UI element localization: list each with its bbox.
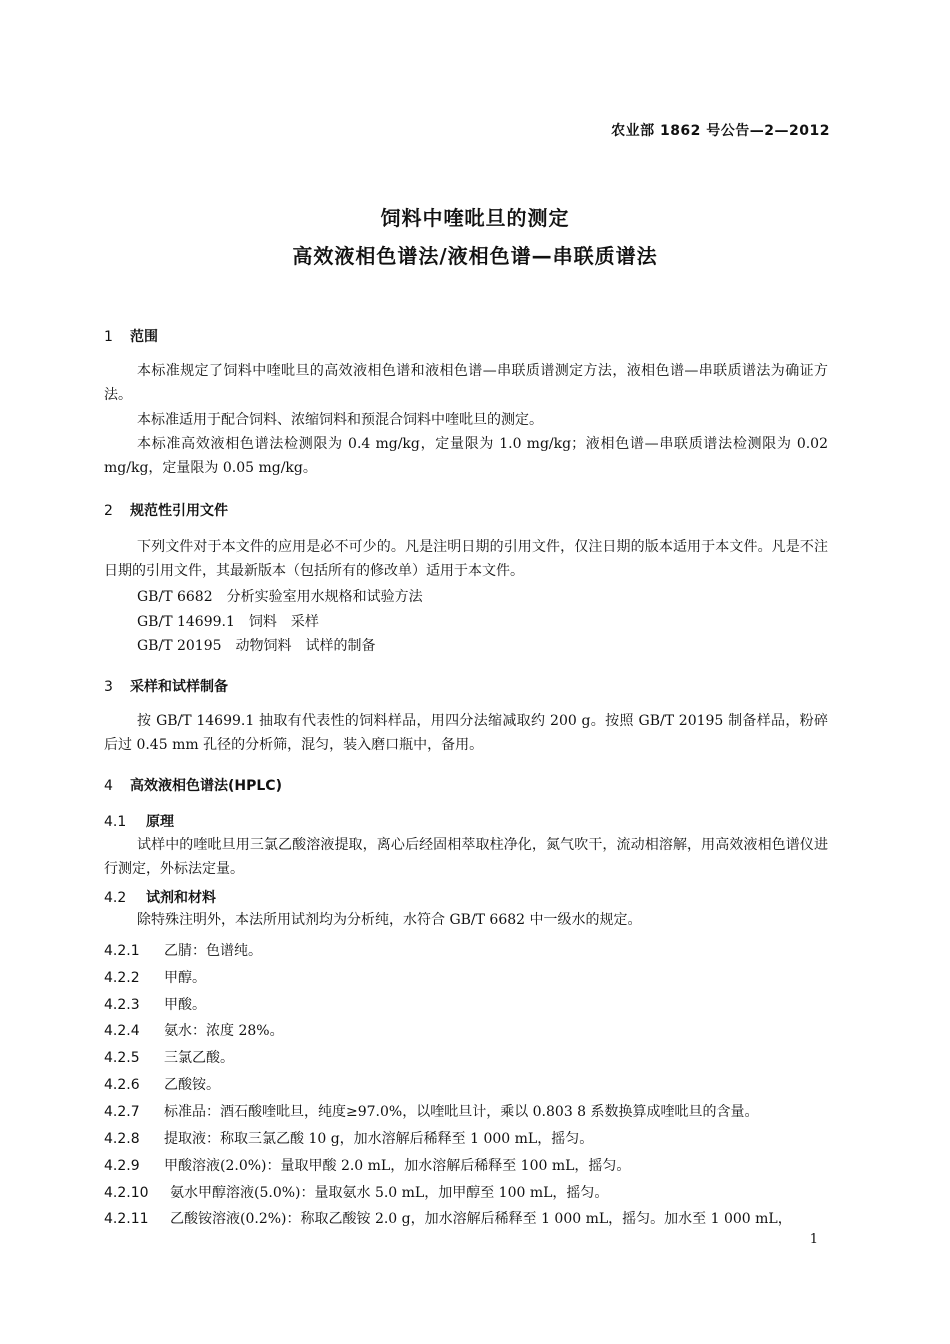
section-number: 2: [104, 503, 113, 519]
item-text: 甲醇。: [164, 970, 206, 986]
section-3-paragraph-1: 按 GB/T 14699.1 抽取有代表性的饲料样品，用四分法缩减取约 200 g。按照 GB/T 20195 制备样品，粉碎后过 0.45 mm 孔径的分析筛，混匀，装入磨口瓶中，备用。: [104, 713, 828, 753]
list-item: [104, 1128, 834, 1148]
section-4-2-heading: [104, 887, 216, 907]
section-title: 规范性引用文件: [130, 503, 228, 519]
item-text: 氨水：浓度 28%。: [164, 1023, 284, 1039]
list-item: [104, 940, 834, 960]
page-number: 1: [809, 1232, 818, 1247]
item-number: 4.2.10: [104, 1185, 149, 1201]
item-number: 4.2.9: [104, 1158, 140, 1174]
section-1-paragraph-3: 本标准高效液相色谱法检测限为 0.4 mg/kg，定量限为 1.0 mg/kg；液相色谱—串联质谱法检测限为 0.02 mg/kg，定量限为 0.05 mg/kg。: [104, 436, 828, 476]
item-number: 4.2.11: [104, 1211, 149, 1227]
item-number: 4.2.2: [104, 970, 140, 986]
section-4-heading: [104, 775, 282, 795]
section-1-paragraph-2: 本标准适用于配合饲料、浓缩饲料和预混合饲料中喹吡旦的测定。: [137, 412, 543, 428]
list-item: [104, 1074, 834, 1094]
section-2-heading: [104, 500, 228, 520]
item-number: 4.2.8: [104, 1131, 140, 1147]
item-text: 甲酸。: [164, 997, 206, 1013]
item-number: 4.2.1: [104, 943, 140, 959]
item-number: 4.2.6: [104, 1077, 140, 1093]
list-item: [104, 967, 834, 987]
list-item: [104, 1208, 834, 1228]
section-1-paragraph-1: 本标准规定了饲料中喹吡旦的高效液相色谱和液相色谱—串联质谱测定方法，液相色谱—串联质谱法为确证方法。: [104, 363, 828, 403]
section-title: 范围: [130, 329, 158, 345]
list-item: [104, 1155, 834, 1175]
item-text: 乙酸铵。: [164, 1077, 220, 1093]
section-2-paragraph-1: 下列文件对于本文件的应用是必不可少的。凡是注明日期的引用文件，仅注日期的版本适用于本文件。凡是不注日期的引用文件，其最新版本（包括所有的修改单）适用于本文件。: [104, 539, 828, 579]
list-item: [104, 1020, 834, 1040]
normative-reference: GB/T 14699.1 饲料 采样: [137, 614, 319, 630]
section-title: 原理: [146, 814, 174, 830]
section-4-1-paragraph-1: 试样中的喹吡旦用三氯乙酸溶液提取，离心后经固相萃取柱净化，氮气吹干，流动相溶解，用高效液相色谱仪进行测定，外标法定量。: [104, 837, 828, 877]
item-number: 4.2.7: [104, 1104, 140, 1120]
section-number: 1: [104, 329, 113, 345]
section-number: 4.2: [104, 890, 127, 906]
list-item: [104, 1047, 834, 1067]
standard-number: 农业部 1862 号公告—2—2012: [611, 123, 830, 139]
section-4-1-heading: [104, 811, 174, 831]
section-1-heading: [104, 326, 158, 346]
item-text: 三氯乙酸。: [164, 1050, 234, 1066]
list-item: [104, 1182, 834, 1202]
document-title-line2: 高效液相色谱法/液相色谱—串联质谱法: [292, 244, 658, 268]
section-title: 采样和试样制备: [130, 679, 228, 695]
normative-reference: GB/T 6682 分析实验室用水规格和试验方法: [137, 589, 423, 605]
section-title: 高效液相色谱法(HPLC): [130, 778, 282, 794]
item-text: 标准品：酒石酸喹吡旦，纯度≥97.0%，以喹吡旦计，乘以 0.803 8 系数换算成喹吡旦的含量。: [164, 1104, 759, 1120]
item-text: 乙腈：色谱纯。: [164, 943, 262, 959]
list-item: [104, 994, 834, 1014]
item-text: 提取液：称取三氯乙酸 10 g，加水溶解后稀释至 1 000 mL，摇匀。: [164, 1131, 594, 1147]
section-title: 试剂和材料: [146, 890, 216, 906]
item-number: 4.2.5: [104, 1050, 140, 1066]
section-number: 4.1: [104, 814, 127, 830]
section-number: 4: [104, 778, 113, 794]
normative-reference: GB/T 20195 动物饲料 试样的制备: [137, 638, 376, 654]
section-4-2-paragraph-1: 除特殊注明外，本法所用试剂均为分析纯，水符合 GB/T 6682 中一级水的规定。: [137, 912, 642, 928]
list-item: [104, 1101, 834, 1121]
item-text: 乙酸铵溶液(0.2%)：称取乙酸铵 2.0 g，加水溶解后稀释至 1 000 mL，摇匀。加水至 1 000 mL，: [170, 1211, 792, 1227]
section-3-heading: [104, 676, 228, 696]
item-number: 4.2.4: [104, 1023, 140, 1039]
item-text: 氨水甲醇溶液(5.0%)：量取氨水 5.0 mL，加甲醇至 100 mL，摇匀。: [170, 1185, 609, 1201]
section-number: 3: [104, 679, 113, 695]
document-title-line1: 饲料中喹吡旦的测定: [380, 206, 570, 230]
item-number: 4.2.3: [104, 997, 140, 1013]
item-text: 甲酸溶液(2.0%)：量取甲酸 2.0 mL，加水溶解后稀释至 100 mL，摇匀。: [164, 1158, 631, 1174]
